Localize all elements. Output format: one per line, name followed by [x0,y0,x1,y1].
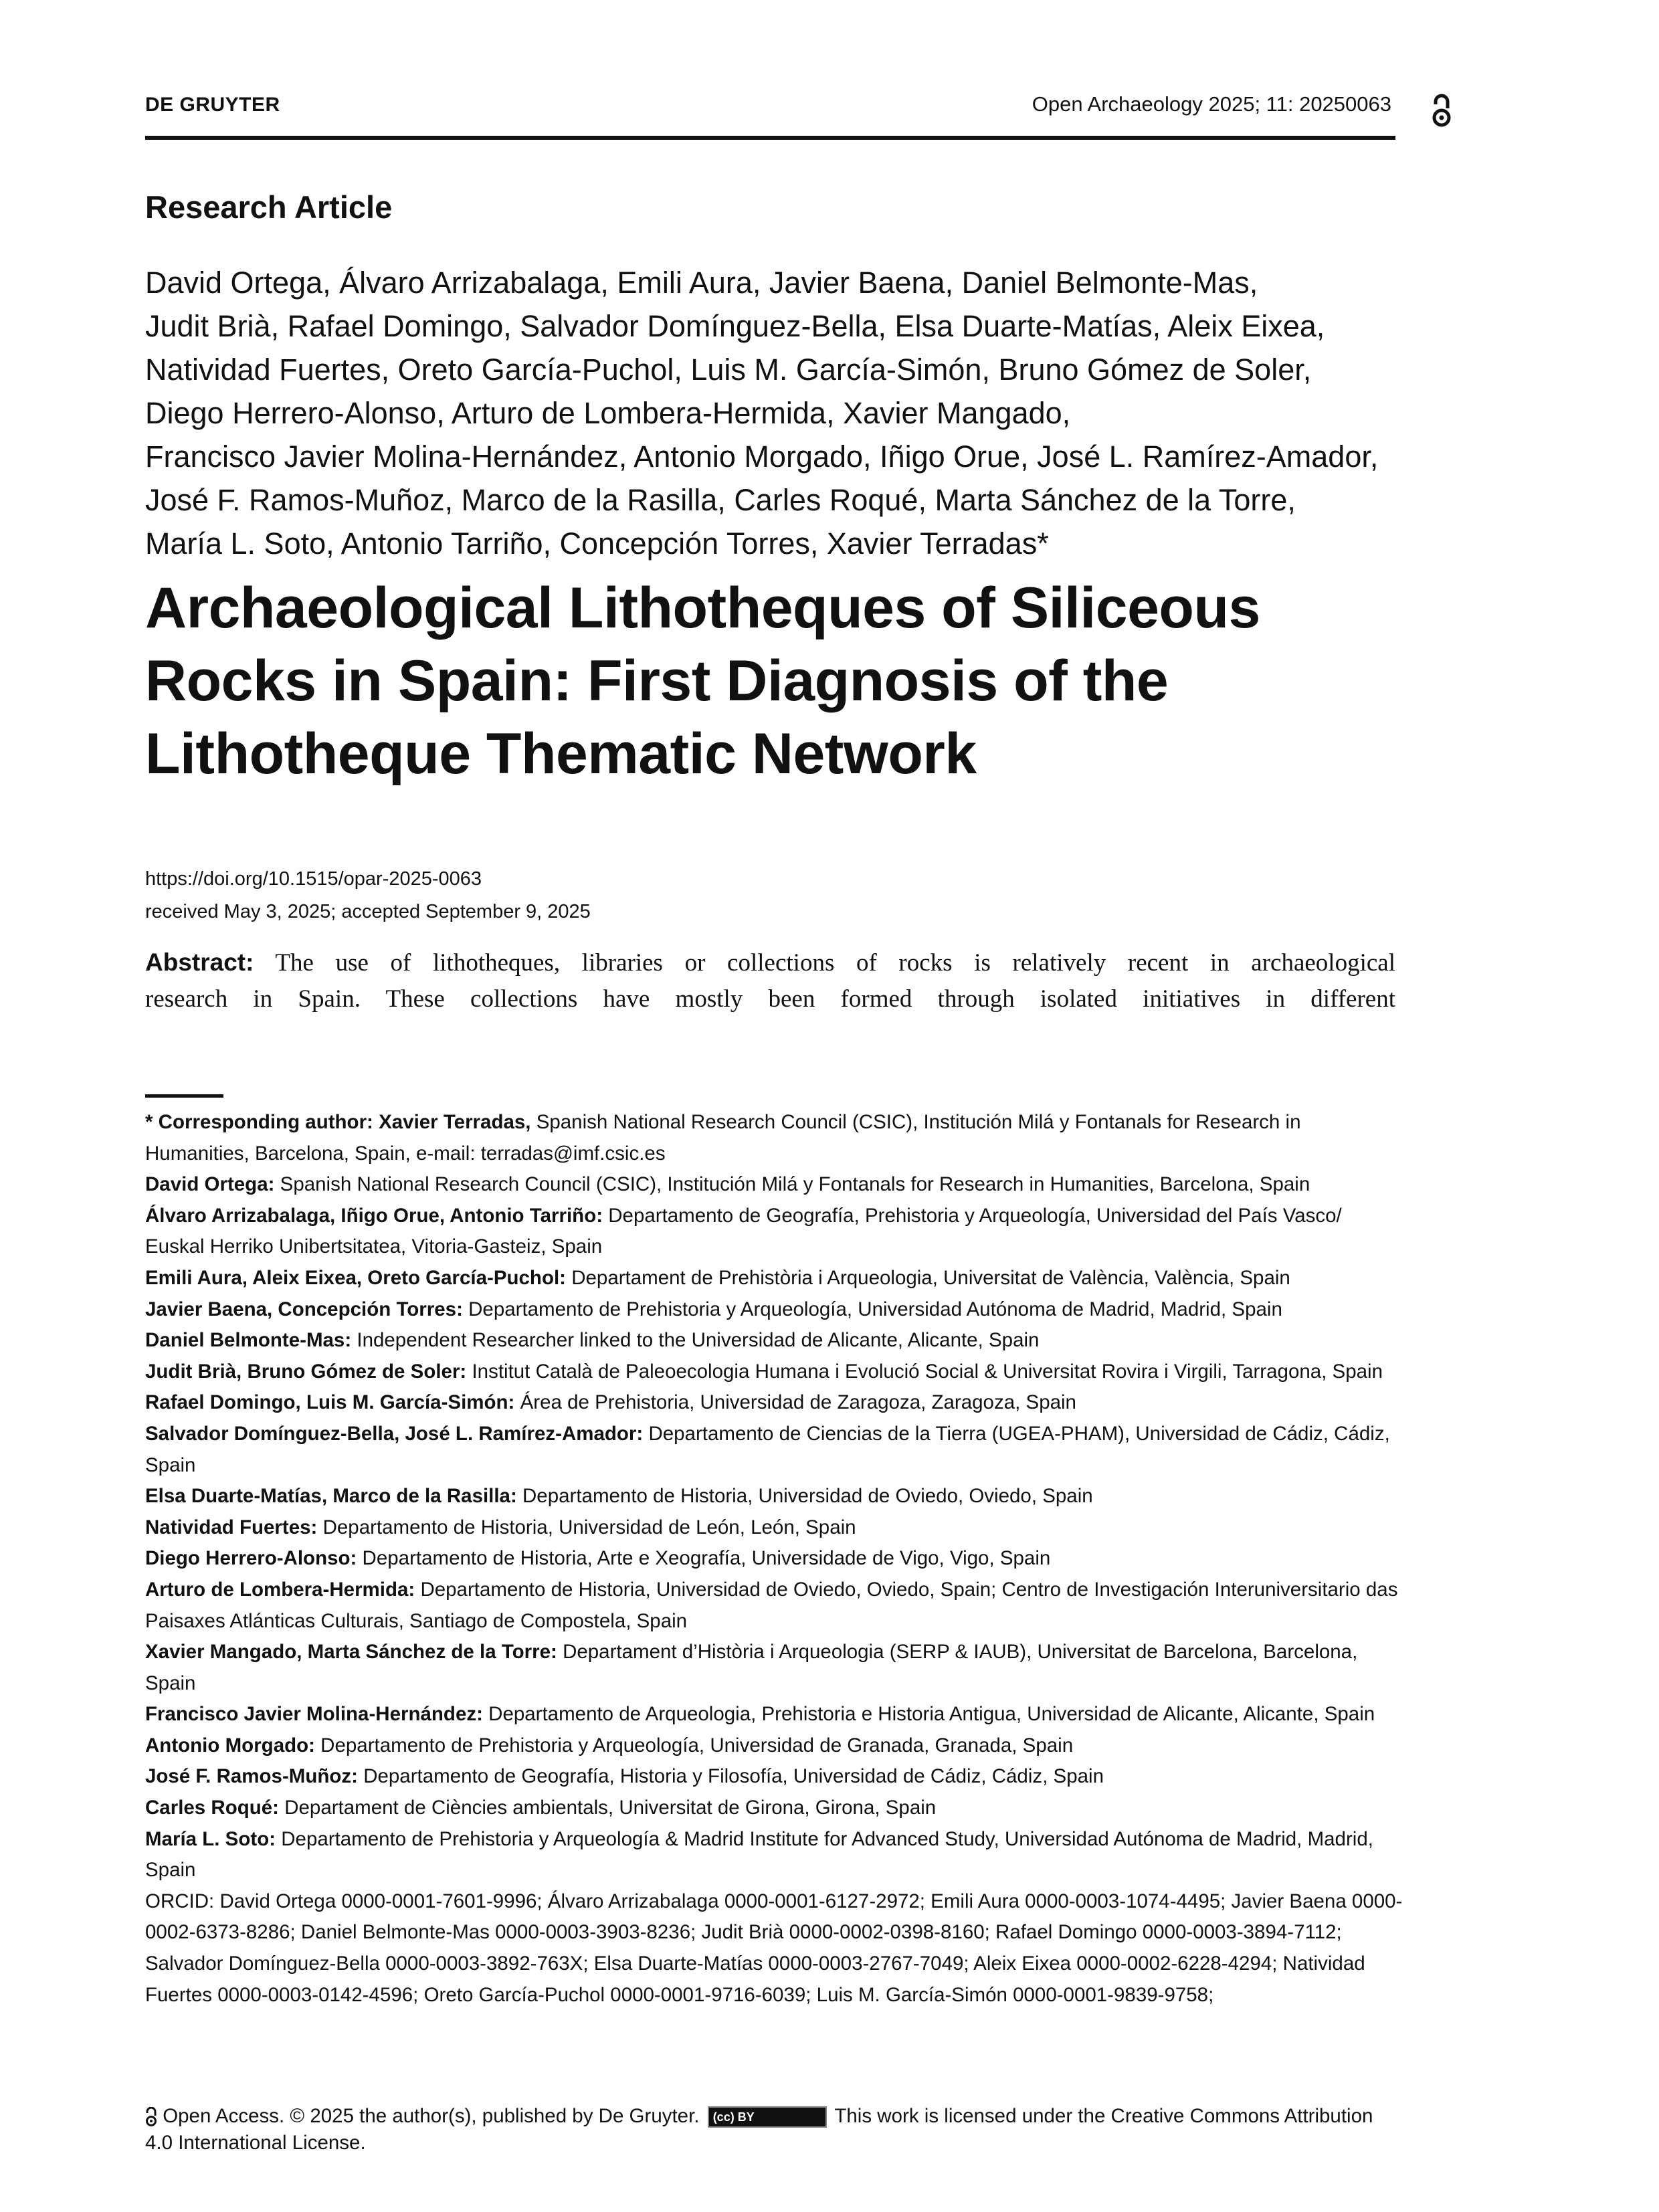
author-line: Judit Brià, Rafael Domingo, Salvador Domínguez-Bella, Elsa Duarte-Matías, Aleix Eixea, [145,309,1325,343]
publisher-logo: DE GRUYTER [145,94,280,116]
cc-by-badge[interactable]: (cc) BY [708,2106,827,2128]
affiliation-entry [145,1512,1403,1544]
affiliation-text: Departamento de Historia, Arte e Xeografía, Universidade de Vigo, Vigo, Spain [362,1547,1051,1570]
affiliation-entry [145,1419,1403,1481]
affiliation-text: Spanish National Research Council (CSIC), Institución Milá y Fontanals for Research in Humanities, Barcelona, Spain [280,1173,1310,1196]
affiliation-entry [145,1325,1403,1356]
affiliation-entry [145,1699,1403,1730]
title-line: Lithotheque Thematic Network [145,722,977,786]
title-line: Rocks in Spain: First Diagnosis of the [145,649,1169,713]
affiliation-text: Independent Researcher linked to the Universidad de Alicante, Alicante, Spain [357,1329,1040,1352]
author-list [145,261,1416,565]
affiliation-names: Antonio Morgado: [145,1734,315,1756]
affiliation-entry [145,1107,1403,1169]
affiliation-names: Judit Brià, Bruno Gómez de Soler: [145,1360,467,1383]
affiliation-entry [145,1824,1403,1886]
author-line: Natividad Fuertes, Oreto García-Puchol, Luis M. García-Simón, Bruno Gómez de Soler, [145,353,1312,387]
affiliation-entry [145,1793,1403,1824]
affiliation-names: Diego Herrero-Alonso: [145,1547,357,1570]
open-access-icon [1432,94,1452,128]
affiliation-names: Daniel Belmonte-Mas: [145,1329,352,1352]
affiliation-names: Natividad Fuertes: [145,1516,318,1538]
affiliation-names: * Corresponding author: Xavier Terradas, [145,1111,531,1133]
affiliation-names: Álvaro Arrizabalaga, Iñigo Orue, Antonio Tarriño: [145,1204,603,1227]
author-line: David Ortega, Álvaro Arrizabalaga, Emili Aura, Javier Baena, Daniel Belmonte-Mas, [145,266,1258,300]
affiliation-entry [145,1575,1403,1637]
affiliation-entry [145,1481,1403,1512]
affiliation-entry [145,1263,1403,1294]
affiliation-names: Arturo de Lombera-Hermida: [145,1578,415,1601]
journal-citation: Open Archaeology 2025; 11: 20250063 [1032,92,1391,116]
affiliation-entry [145,1356,1403,1388]
open-access-text: Open Access. © 2025 the author(s), published by De Gruyter. [163,2105,700,2127]
author-line: José F. Ramos-Muñoz, Marco de la Rasilla, Carles Roqué, Marta Sánchez de la Torre, [145,483,1296,517]
header-rule [145,136,1395,140]
doi-link[interactable]: https://doi.org/10.1515/opar-2025-0063 [145,868,482,890]
affiliation-text: Departamento de Arqueologia, Prehistoria e Historia Antigua, Universidad de Alicante, Alicante, Spain [488,1703,1375,1726]
author-line: Diego Herrero-Alonso, Arturo de Lombera-Hermida, Xavier Mangado, [145,396,1071,430]
affiliation-text: Departament de Ciències ambientals, Universitat de Girona, Girona, Spain [284,1797,937,1819]
affiliation-entry [145,1761,1403,1793]
affiliation-text: Spanish National Research Council (CSIC), Institución Milá y Fontanals for Research in Humanities, Barcelona, Spain, e-mail: terradas@imf.csic.es [145,1111,1301,1165]
affiliation-names: María L. Soto: [145,1827,276,1850]
open-access-icon [145,2107,157,2127]
affiliation-entry [145,1543,1403,1575]
affiliation-names: Emili Aura, Aleix Eixea, Oreto García-Puchol: [145,1266,566,1289]
affiliation-entry [145,1637,1403,1699]
author-line: Francisco Javier Molina-Hernández, Antonio Morgado, Iñigo Orue, José L. Ramírez-Amador, [145,439,1379,474]
affiliation-text: Departamento de Geografía, Prehistoria y Arqueología, Universidad del País Vasco/ Euskal Herriko Unibertsitatea, Vitoria-Gasteiz, Spain [145,1204,1342,1258]
author-line: María L. Soto, Antonio Tarriño, Concepción Torres, Xavier Terradas* [145,526,1049,561]
affiliation-names: Francisco Javier Molina-Hernández: [145,1703,483,1726]
affiliation-entry [145,1387,1403,1419]
abstract-label: Abstract: [145,948,254,976]
affiliations [145,1107,1403,2011]
article-type: Research Article [145,189,393,225]
affiliation-names: Carles Roqué: [145,1797,279,1819]
license-text: This work is licensed under the Creative Commons Attribution 4.0 International License. [145,2105,1373,2154]
abstract [145,944,1395,1017]
article-meta [145,863,591,928]
affiliation-names: Elsa Duarte-Matías, Marco de la Rasilla: [145,1485,517,1508]
footnote-rule [145,1094,223,1098]
affiliation-text: Departamento de Geografía, Historia y Filosofía, Universidad de Cádiz, Cádiz, Spain [363,1765,1104,1788]
article-title [145,572,1416,791]
affiliation-text: Departamento de Historia, Universidad de León, León, Spain [322,1516,856,1538]
abstract-text: research in Spain. These collections have mostly been formed through isolated initiatives in different [145,985,1395,1013]
affiliation-text: Departamento de Prehistoria y Arqueología, Universidad de Granada, Granada, Spain [320,1734,1074,1756]
affiliation-names: José F. Ramos-Muñoz: [145,1765,358,1788]
title-line: Archaeological Lithotheques of Siliceous [145,576,1260,640]
affiliation-text: Departamento de Prehistoria y Arqueología & Madrid Institute for Advanced Study, Universidad Autónoma de Madrid, Madrid, Spain [145,1827,1373,1882]
affiliation-text: Área de Prehistoria, Universidad de Zaragoza, Zaragoza, Spain [520,1391,1076,1414]
affiliation-text: Departament de Prehistòria i Arqueologia, Universitat de València, València, Spain [571,1266,1290,1289]
affiliation-text: Departamento de Ciencias de la Tierra (UGEA-PHAM), Universidad de Cádiz, Cádiz, Spain [145,1422,1390,1476]
abstract-text: The use of lithotheques, libraries or collections of rocks is relatively recent in archaeological [275,949,1395,977]
article-dates: received May 3, 2025; accepted September 9, 2025 [145,901,591,922]
affiliation-entry [145,1201,1403,1263]
affiliation-names: Xavier Mangado, Marta Sánchez de la Torre: [145,1641,557,1664]
affiliation-text: Departamento de Historia, Universidad de Oviedo, Oviedo, Spain; Centro de Investigación Interuniversitario das Paisaxes Atlánticas Culturais, Santiago de Compostela, Spain [145,1578,1398,1632]
affiliation-entry [145,1294,1403,1326]
affiliation-names: Rafael Domingo, Luis M. García-Simón: [145,1391,515,1414]
affiliation-names: David Ortega: [145,1173,275,1196]
affiliation-names: Javier Baena, Concepción Torres: [145,1298,463,1320]
orcid-list: ORCID: David Ortega 0000-0001-7601-9996; Álvaro Arrizabalaga 0000-0001-6127-2972; Emili Aura 0000-0003-1074-4495; Javier Baena 0000-0002-6373-8286; Daniel Belmonte-Mas 0000-0003-3903-8236; Judit Brià 0000-0002-0398-8160; Rafael Domingo 0000-0003-3894-7112; Salvador Domínguez-Bella 0000-0003-3892-763X; Elsa Duarte-Matías 0000-0003-2767-7049; Aleix Eixea 0000-0002-6228-4294; Natividad Fuertes 0000-0003-0142-4596; Oreto García-Puchol 0000-0001-9716-6039; Luis M. García-Simón 0000-0001-9839-9758; [145,1890,1403,2006]
affiliation-entry [145,1169,1403,1201]
affiliation-text: Institut Català de Paleoecologia Humana i Evolució Social & Universitat Rovira i Virgili, Tarragona, Spain [472,1360,1383,1383]
affiliation-entry [145,1730,1403,1762]
affiliation-text: Departament d’Història i Arqueologia (SERP & IAUB), Universitat de Barcelona, Barcelona, Spain [145,1641,1358,1694]
affiliation-text: Departamento de Historia, Universidad de Oviedo, Oviedo, Spain [522,1485,1093,1508]
affiliation-text: Departamento de Prehistoria y Arqueología, Universidad Autónoma de Madrid, Madrid, Spain [468,1298,1282,1320]
license-footer [145,2103,1403,2156]
affiliation-names: Salvador Domínguez-Bella, José L. Ramírez-Amador: [145,1422,644,1445]
